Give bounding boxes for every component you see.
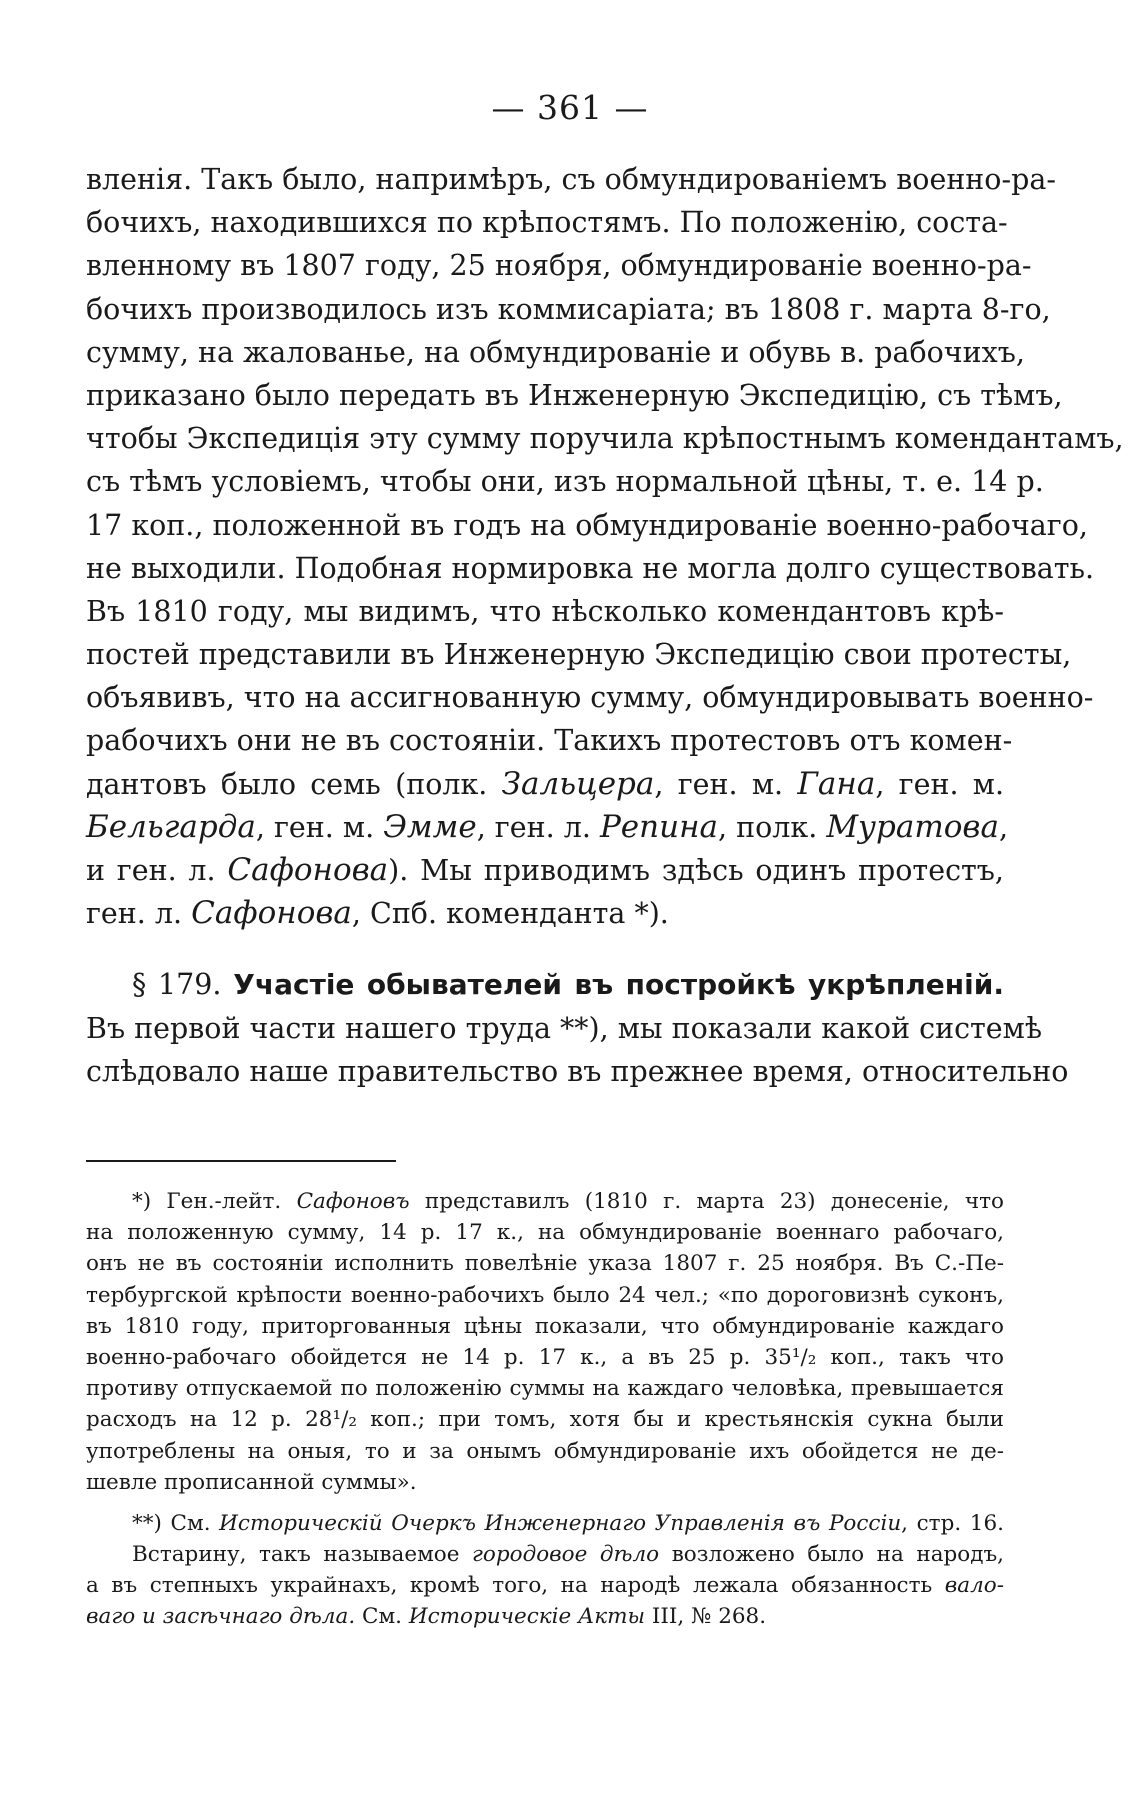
person-name: Бельгарда [86, 808, 256, 845]
person-name: Муратова [826, 808, 999, 845]
text-run: , полк. [718, 810, 818, 844]
body-line: рабочихъ они не въ состояніи. Такихъ протестовъ отъ комен- [86, 724, 1013, 758]
text-run: , ген. л. [476, 810, 591, 844]
person-name: Сафонова [191, 895, 352, 932]
text-run: **) См. [132, 1510, 211, 1536]
section-heading-line [86, 963, 1004, 1006]
body-text [86, 158, 1124, 1093]
text-run: *) Ген.-лейт. [132, 1189, 282, 1214]
footnote-line: расходъ на 12 р. 28¹/₂ коп.; при томъ, хотя бы и крестьянскія сукна были [86, 1407, 1004, 1433]
footnote-line: тербургской крѣпости военно-рабочихъ было 24 чел.; «по дороговизнѣ суконъ, [86, 1282, 1004, 1308]
text-run: , ген. м. [654, 767, 784, 801]
footnote-line: онъ не въ состояніи исполнить повелѣніе указа 1807 г. 25 ноября. Въ С.-Пе- [86, 1251, 1004, 1277]
footnote-line: противу отпускаемой по положенію суммы на каждаго человѣка, превышается [86, 1376, 1004, 1402]
person-name: Гана [797, 765, 876, 802]
footnote-line [86, 1508, 1004, 1539]
section-title: Участіе обывателей въ постройкѣ укрѣпленій. [233, 968, 1004, 1002]
text-run: III, № 268. [651, 1604, 767, 1630]
body-line [86, 763, 1004, 806]
text-run: , [998, 810, 1009, 844]
page-number: — 361 — [491, 88, 649, 127]
person-name: Сафонова [227, 852, 389, 888]
text-run: представилъ (1810 г. марта 23) донесеніе, что [424, 1189, 1004, 1214]
person-name: Эмме [383, 808, 477, 845]
body-line [86, 806, 1009, 849]
body-line: Въ первой части нашего труда **), мы показали какой системѣ [86, 1011, 1043, 1045]
footnote-line: употреблены на оныя, то и за онымъ обмундированіе ихъ обойдется не де- [86, 1438, 1004, 1464]
text-run: Встарину, такъ называемое [132, 1542, 460, 1568]
section-spacer [86, 935, 1004, 963]
term: вало- [944, 1573, 1004, 1599]
person-name: Зальцера [501, 765, 655, 802]
body-line [86, 849, 1004, 892]
text-run: и ген. л. [86, 854, 216, 887]
footnote-line: на положенную сумму, 14 р. 17 к., на обмундированіе военнаго рабочаго, [86, 1220, 1004, 1246]
body-line: бочихъ, находившихся по крѣпостямъ. По положенію, соста- [86, 206, 1008, 240]
body-line: Въ 1810 году, мы видимъ, что нѣсколько комендантовъ крѣ- [86, 594, 1004, 628]
body-line: 17 коп., положенной въ годъ на обмундированіе военно-рабочаго, [86, 508, 1088, 542]
footnote-line: шевле прописанной суммы». [86, 1469, 417, 1495]
body-line [86, 892, 1004, 935]
footnote-rule [86, 1160, 396, 1162]
footnotes [86, 1186, 1004, 1633]
term: ваго и засѣчнаго дѣла. [86, 1604, 356, 1630]
body-line: вленному въ 1807 году, 25 ноября, обмундированіе военно-ра- [86, 249, 1032, 283]
footnote-line [86, 1539, 1004, 1570]
footnote-line: военно-рабочаго обойдется не 14 р. 17 к., а въ 25 р. 35¹/₂ коп., такъ что [86, 1344, 1004, 1370]
person-name: Репина [599, 808, 718, 845]
body-line: вленія. Такъ было, напримѣръ, съ обмундированіемъ военно-ра- [86, 163, 1056, 196]
text-run: ). Мы приводимъ здѣсь одинъ протестъ, [388, 854, 1004, 887]
body-line: бочихъ производилось изъ коммисаріата; въ 1808 г. марта 8-го, [86, 292, 1051, 326]
body-line: съ тѣмъ условіемъ, чтобы они, изъ нормальной цѣны, т. е. 14 р. [86, 465, 1044, 499]
text-run: дантовъ было семь (полк. [86, 767, 488, 801]
text-run: , Спб. коменданта *). [351, 897, 669, 931]
body-line: объявивъ, что на ассигнованную сумму, обмундировывать военно- [86, 681, 1094, 715]
body-line: постей представили въ Инженерную Экспедицію свои протесты, [86, 638, 1072, 672]
text-run: , ген. м. [875, 767, 1005, 801]
text-run: а въ степныхъ украйнахъ, кромѣ того, на народѣ лежала обязанность [86, 1573, 933, 1599]
body-line: сумму, на жалованье, на обмундированіе и обувь в. рабочихъ, [86, 335, 1025, 369]
book-title: Историческіе Акты [408, 1604, 646, 1630]
text-run: См. [362, 1604, 403, 1630]
text-run: ген. л. [86, 897, 183, 931]
book-title: Историческій Очеркъ Инженернаго Управленія въ Россіи [219, 1510, 902, 1536]
section-number: § 179. [132, 968, 222, 1002]
body-line: приказано было передать въ Инженерную Экспедицію, съ тѣмъ, [86, 378, 1063, 412]
footnote-line [86, 1601, 1004, 1632]
body-line: слѣдовало наше правительство въ прежнее время, относительно [86, 1054, 1069, 1088]
body-line: не выходили. Подобная нормировка не могла долго существовать. [86, 551, 1095, 585]
person-name: Сафоновъ [296, 1189, 410, 1214]
term: городовое дѣло [472, 1542, 660, 1568]
text-run: , ген. м. [255, 810, 375, 844]
footnote-line [86, 1570, 1004, 1601]
text-run: возложено было на народъ, [671, 1542, 1004, 1568]
footnote-spacer [86, 1498, 1004, 1508]
footnote-line [86, 1186, 1004, 1217]
body-line: чтобы Экспедиція эту сумму поручила крѣпостнымъ комендантамъ, [86, 422, 1124, 456]
text-run: , стр. 16. [901, 1510, 1004, 1536]
footnote-line: въ 1810 году, приторгованныя цѣны показали, что обмундированіе каждаго [86, 1313, 1004, 1339]
